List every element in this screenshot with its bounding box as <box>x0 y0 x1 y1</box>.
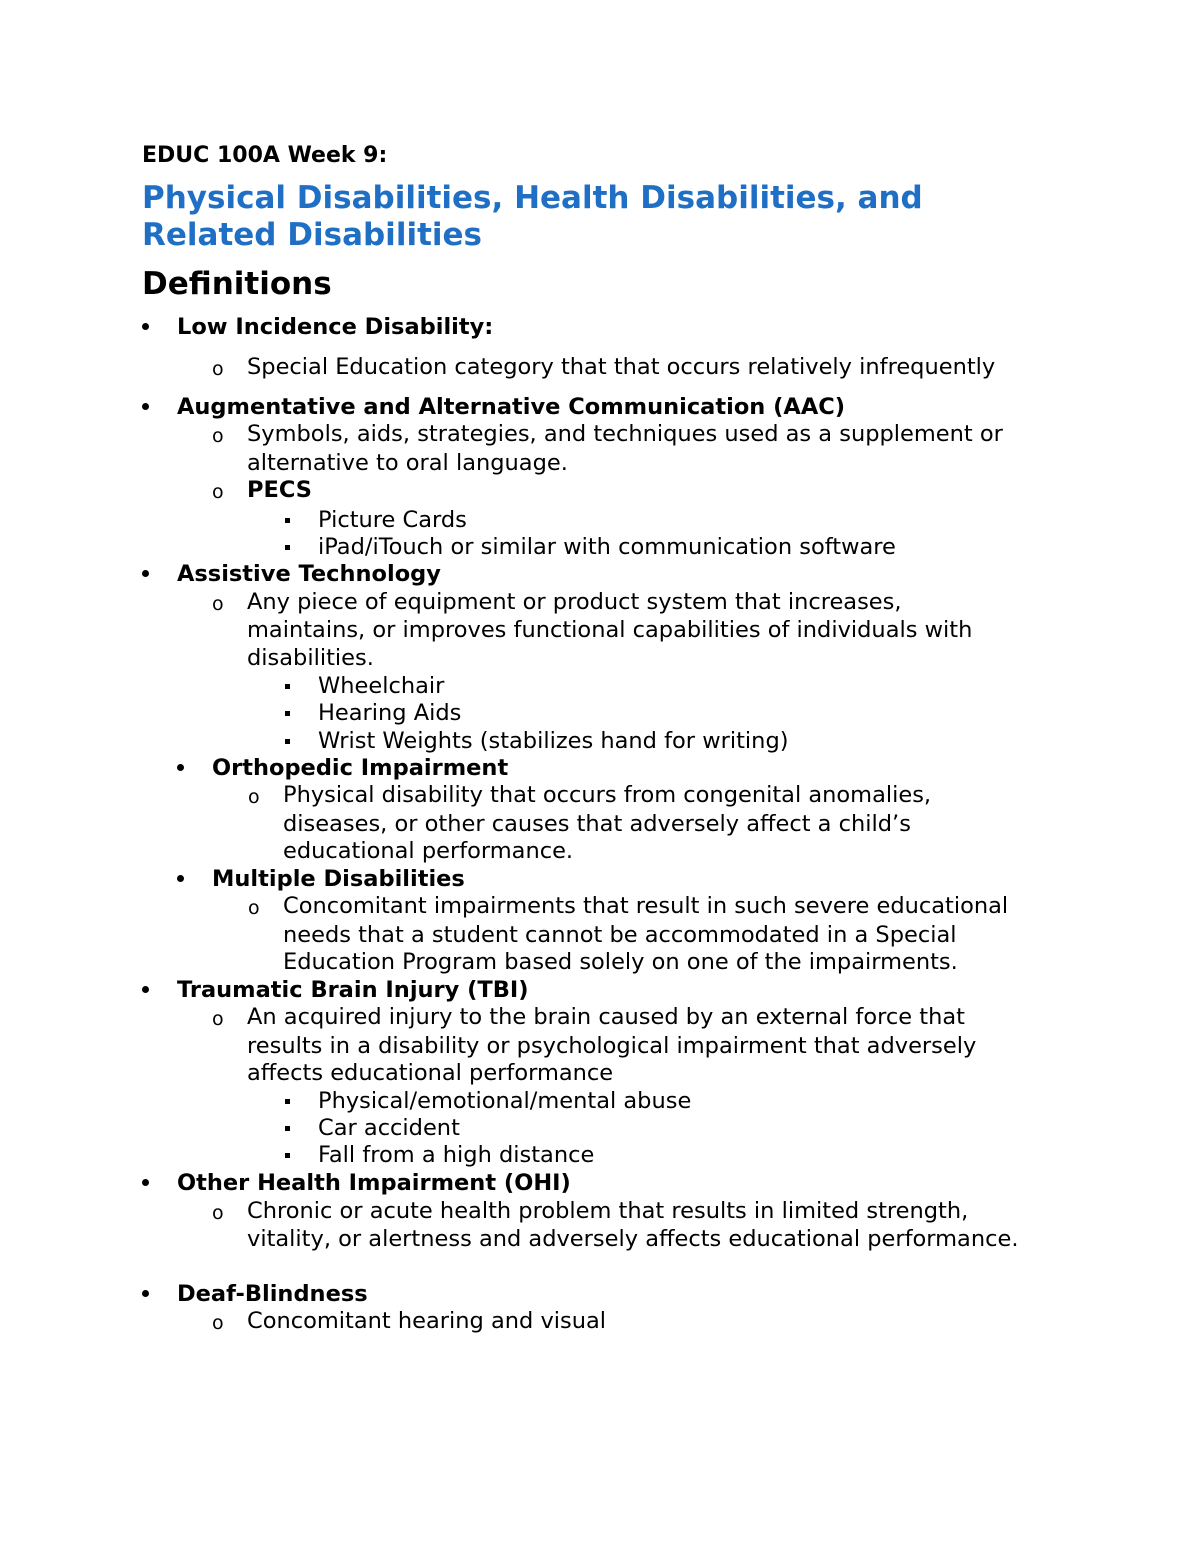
term-low-incidence-disability: Low Incidence Disability: <box>177 314 494 340</box>
definition-line: affects educational performance <box>247 1060 614 1086</box>
definition-line: Any piece of equipment or product system that increases, <box>247 589 902 615</box>
definition-line: vitality, or alertness and adversely affects educational performance. <box>247 1226 1019 1252</box>
definition-line: alternative to oral language. <box>247 450 568 476</box>
example-item: Physical/emotional/mental abuse <box>318 1088 692 1114</box>
bullet-disc-icon <box>142 1179 149 1186</box>
definition-line: Chronic or acute health problem that results in limited strength, <box>247 1198 969 1224</box>
term-deaf-blindness: Deaf-Blindness <box>177 1281 368 1307</box>
definition-line: Concomitant hearing and visual <box>247 1308 607 1334</box>
subterm-pecs: PECS <box>247 477 312 503</box>
definition-line: Concomitant impairments that result in such severe educational <box>283 893 1009 919</box>
course-week-label: EDUC 100A Week 9: <box>142 143 388 168</box>
bullet-disc-icon <box>142 986 149 993</box>
bullet-square-icon <box>285 545 290 550</box>
bullet-circle-icon: o <box>212 481 224 503</box>
bullet-circle-icon: o <box>212 358 224 380</box>
page-title-line-1: Physical Disabilities, Health Disabilities, and <box>142 180 923 216</box>
definition-line: Education Program based solely on one of the impairments. <box>283 949 958 975</box>
bullet-circle-icon: o <box>212 425 224 447</box>
term-other-health-impairment: Other Health Impairment (OHI) <box>177 1170 571 1196</box>
bullet-square-icon <box>285 711 290 716</box>
bullet-square-icon <box>285 1126 290 1131</box>
bullet-square-icon <box>285 1153 290 1158</box>
example-item: iPad/iTouch or similar with communication software <box>318 534 896 560</box>
example-item: Fall from a high distance <box>318 1142 595 1168</box>
definition-line: maintains, or improves functional capabilities of individuals with <box>247 617 973 643</box>
page-title-line-2: Related Disabilities <box>142 217 482 253</box>
example-item: Car accident <box>318 1115 460 1141</box>
bullet-disc-icon <box>142 323 149 330</box>
definition-line: educational performance. <box>283 838 574 864</box>
definition-line: results in a disability or psychological impairment that adversely <box>247 1033 977 1059</box>
definition-line: needs that a student cannot be accommodated in a Special <box>283 922 957 948</box>
term-assistive-technology: Assistive Technology <box>177 561 441 587</box>
definition-line: Special Education category that that occurs relatively infrequently <box>247 354 996 380</box>
term-multiple-disabilities: Multiple Disabilities <box>212 866 465 892</box>
bullet-circle-icon: o <box>248 786 260 808</box>
bullet-square-icon <box>285 1099 290 1104</box>
bullet-disc-icon <box>177 875 184 882</box>
definitions-heading: Definitions <box>142 266 332 302</box>
example-item: Hearing Aids <box>318 700 462 726</box>
bullet-disc-icon <box>177 764 184 771</box>
definition-line: Symbols, aids, strategies, and techniques used as a supplement or <box>247 421 1003 447</box>
term-traumatic-brain-injury: Traumatic Brain Injury (TBI) <box>177 977 529 1003</box>
bullet-square-icon <box>285 684 290 689</box>
bullet-disc-icon <box>142 570 149 577</box>
bullet-circle-icon: o <box>248 897 260 919</box>
definition-line: diseases, or other causes that adversely affect a child’s <box>283 811 911 837</box>
definition-line: Physical disability that occurs from congenital anomalies, <box>283 782 932 808</box>
example-item: Picture Cards <box>318 507 467 533</box>
bullet-disc-icon <box>142 403 149 410</box>
definition-line: An acquired injury to the brain caused by an external force that <box>247 1004 965 1030</box>
bullet-circle-icon: o <box>212 593 224 615</box>
example-item: Wrist Weights (stabilizes hand for writing) <box>318 728 789 754</box>
bullet-circle-icon: o <box>212 1202 224 1224</box>
bullet-disc-icon <box>142 1290 149 1297</box>
page-title <box>142 180 1102 254</box>
bullet-circle-icon: o <box>212 1312 224 1334</box>
bullet-circle-icon: o <box>212 1008 224 1030</box>
bullet-square-icon <box>285 739 290 744</box>
bullet-square-icon <box>285 518 290 523</box>
term-orthopedic-impairment: Orthopedic Impairment <box>212 755 509 781</box>
term-augmentative-alternative-communication: Augmentative and Alternative Communication (AAC) <box>177 394 846 420</box>
definition-line: disabilities. <box>247 645 374 671</box>
example-item: Wheelchair <box>318 673 445 699</box>
